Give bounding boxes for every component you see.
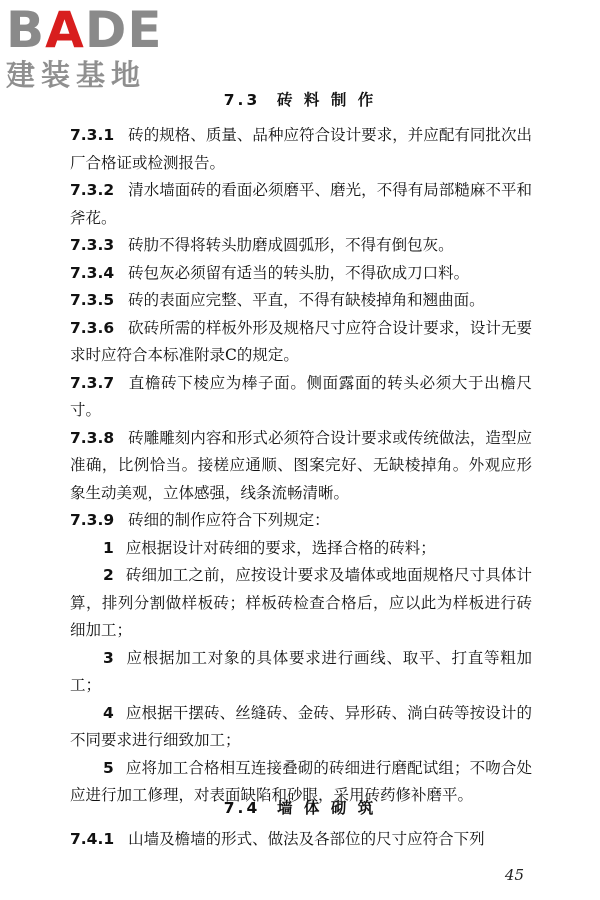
section-body-7-3 (70, 122, 532, 810)
clause: 7.3.3 砖肋不得将转头肋磨成圆弧形，不得有倒包灰。 (70, 236, 454, 254)
clause: 7.3.5 砖的表面应完整、平直，不得有缺棱掉角和翘曲面。 (70, 291, 485, 309)
clause: 7.3.2 清水墙面砖的看面必须磨平、磨光，不得有局部糙麻不平和斧花。 (70, 181, 532, 227)
section-heading-7-3: 7.3 砖 料 制 作 (223, 91, 377, 109)
page-number: 45 (504, 866, 524, 884)
clause: 7.3.8 砖雕雕刻内容和形式必须符合设计要求或传统做法，造型应准确，比例恰当。接槎应通顺、图案完好、无缺棱掉角。外观应形象生动美观，立体感强，线条流畅清晰。 (70, 428, 532, 502)
logo-brand: BADE (6, 1, 163, 59)
clause: 7.3.7 直檐砖下棱应为棒子面。侧面露面的转头必须大于出檐尺寸。 (70, 373, 532, 419)
list-item: 5 应将加工合格相互连接叠砌的砖细进行磨配试组；不吻合处应进行加工修理，对表面缺陷和砂眼，采用砖药修补磨平。 (70, 758, 532, 804)
section-body-7-4 (70, 826, 532, 854)
clause: 7.4.1 山墙及檐墙的形式、做法及各部位的尺寸应符合下列 (70, 830, 485, 848)
clause: 7.3.1 砖的规格、质量、品种应符合设计要求，并应配有同批次出厂合格证或检测报告。 (70, 126, 532, 172)
clause: 7.3.9 砖细的制作应符合下列规定： (70, 511, 330, 529)
list-item: 1 应根据设计对砖细的要求，选择合格的砖料； (103, 538, 436, 557)
list-item: 2 砖细加工之前，应按设计要求及墙体或地面规格尺寸具体计算，排列分割做样板砖；样板砖检查合格后，应以此为样板进行砖细加工； (70, 566, 532, 639)
clause: 7.3.4 砖包灰必须留有适当的转头肋，不得砍成刀口料。 (70, 263, 470, 282)
watermark-logo (6, 2, 176, 97)
section-heading-7-4: 7.4 墙 体 砌 筑 (223, 799, 377, 817)
clause: 7.3.6 砍砖所需的样板外形及规格尺寸应符合设计要求，设计无要求时应符合本标准附录C的规定。 (70, 318, 532, 364)
list-item: 3 应根据加工对象的具体要求进行画线、取平、打直等粗加工； (70, 648, 532, 694)
list-item: 4 应根据干摆砖、丝缝砖、金砖、异形砖、淌白砖等按设计的不同要求进行细致加工； (70, 703, 532, 749)
logo-subtitle: 建装基地 (6, 58, 147, 92)
